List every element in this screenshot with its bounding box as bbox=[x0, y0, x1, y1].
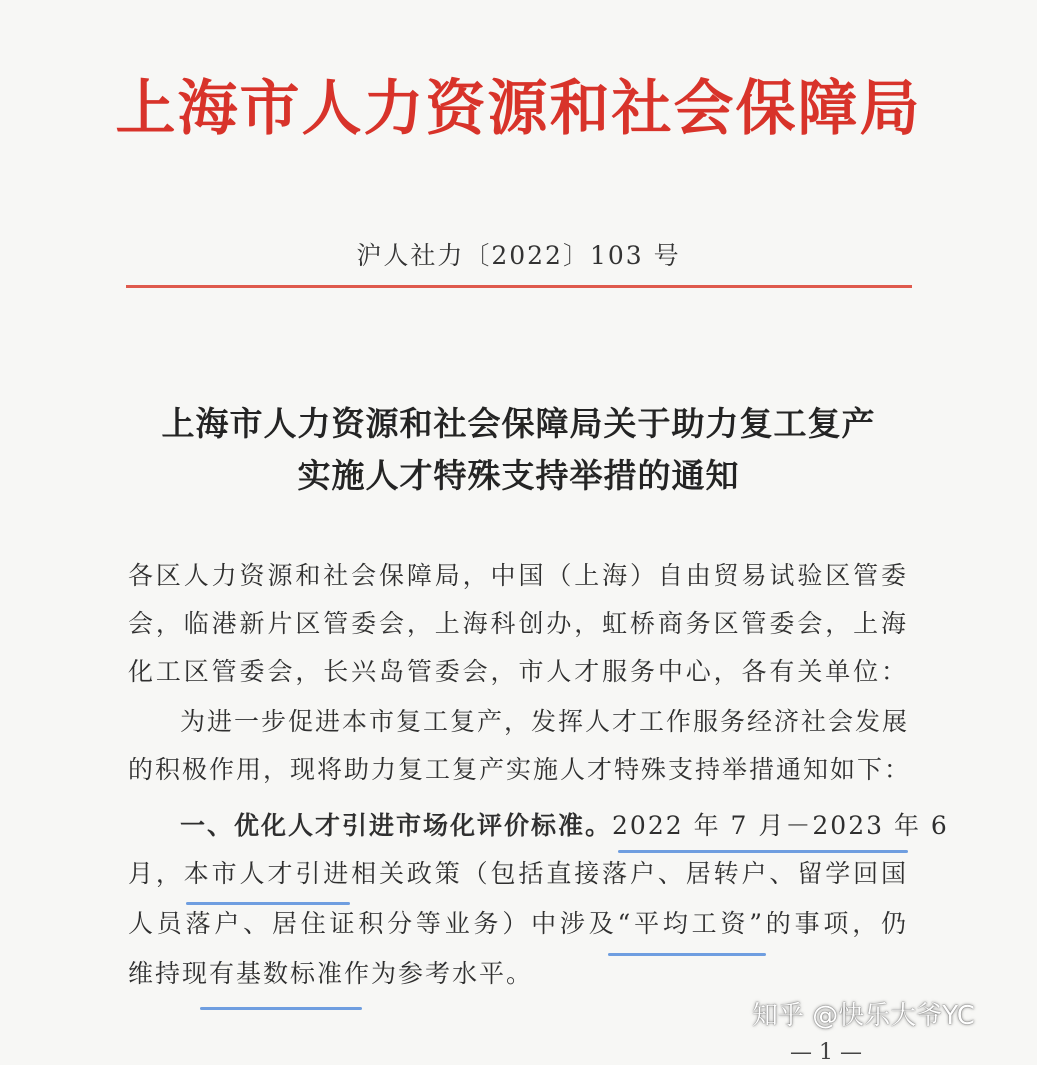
red-divider-line bbox=[126, 285, 912, 288]
section-1-line-3: 人员落户、居住证积分等业务）中涉及“平均工资”的事项，仍 bbox=[128, 909, 908, 938]
issuing-agency-letterhead: 上海市人力资源和社会保障局 bbox=[115, 74, 922, 144]
section-1-line-4: 维持现有基数标准作为参考水平。 bbox=[128, 959, 534, 988]
notice-title-line-1: 上海市人力资源和社会保障局关于助力复工复产 bbox=[161, 404, 876, 443]
section-1-heading: 一、优化人才引进市场化评价标准。 bbox=[180, 811, 613, 840]
document-number: 沪人社力〔2022〕103 号 bbox=[356, 241, 681, 270]
addressee-line-1: 各区人力资源和社会保障局，中国（上海）自由贸易试验区管委 bbox=[128, 561, 908, 590]
notice-title-line-2: 实施人才特殊支持举措的通知 bbox=[297, 456, 740, 495]
addressee-line-3: 化工区管委会，长兴岛管委会，市人才服务中心，各有关单位： bbox=[128, 657, 908, 686]
highlight-underline-date bbox=[618, 850, 908, 853]
zhihu-watermark: 知乎 @快乐大爷YC bbox=[752, 1001, 975, 1031]
highlight-underline-policy bbox=[186, 902, 350, 905]
highlight-underline-base-standard bbox=[200, 1007, 362, 1010]
intro-line-2: 的积极作用，现将助力复工复产实施人才特殊支持举措通知如下： bbox=[128, 755, 912, 784]
section-1-line-2: 月，本市人才引进相关政策（包括直接落户、居转户、留学回国 bbox=[128, 859, 908, 888]
section-1-date-range: 2022 年 7 月－2023 年 6 bbox=[612, 811, 949, 840]
page-number: — 1 — bbox=[790, 1040, 862, 1065]
addressee-line-2: 会，临港新片区管委会，上海科创办，虹桥商务区管委会，上海 bbox=[128, 609, 908, 638]
section-1-line-1 bbox=[180, 808, 949, 844]
intro-line-1: 为进一步促进本市复工复产，发挥人才工作服务经济社会发展 bbox=[180, 707, 910, 736]
